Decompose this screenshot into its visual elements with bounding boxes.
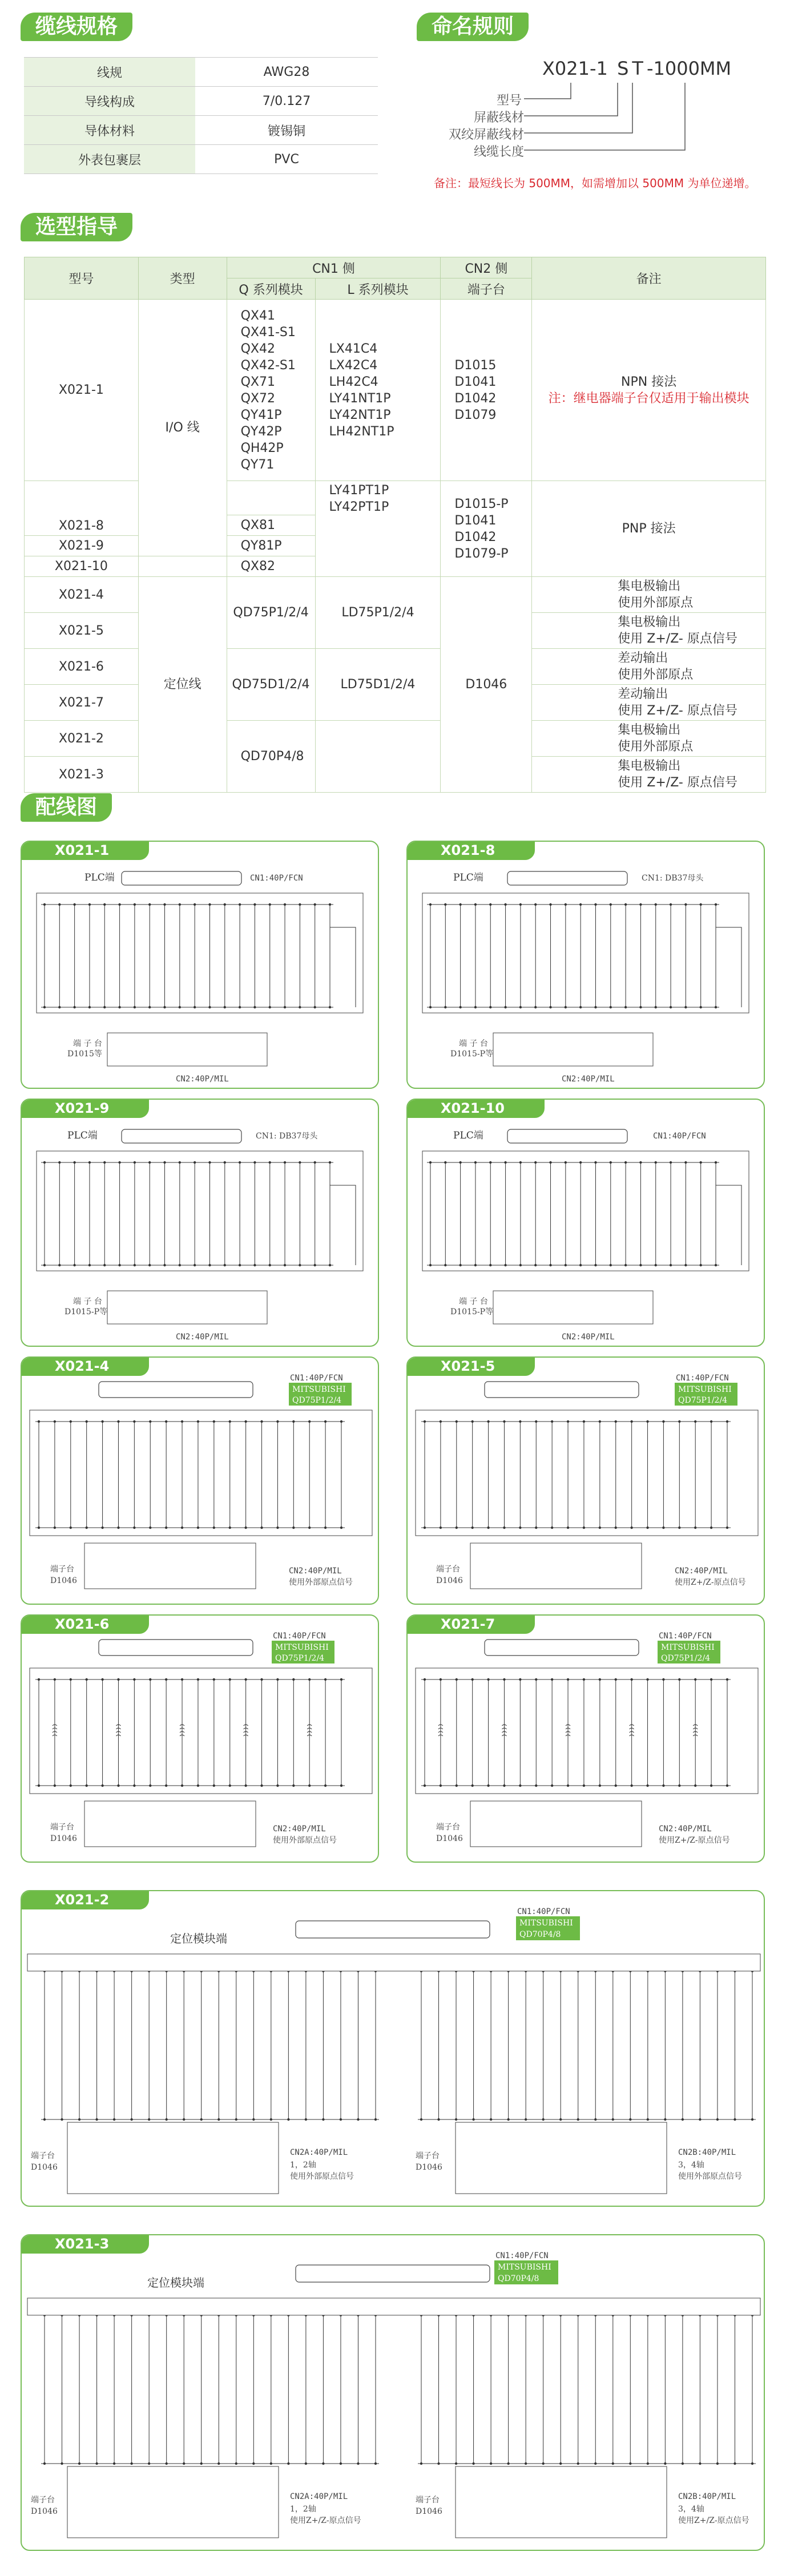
plc-label: PLC端 [67,1130,98,1141]
spec-section-title: 缆线规格 [21,13,132,41]
spec-value: AWG28 [195,58,378,87]
terminal-label: 端 子 台 [73,1039,102,1048]
terminal-label: 端子台 [31,2151,55,2161]
q-series-cell: QY81P [227,536,315,556]
bus-frame [27,1954,760,1971]
naming-label-shield: 屏蔽线材 [474,111,525,125]
model-cell: X021-6 [25,649,139,685]
cn2-label: CN2:40P/MIL [176,1075,229,1084]
panel-title: X021-2 [21,1890,149,1909]
cn1-label: CN1:40P/FCN [517,1907,570,1916]
terminal-label: 端子台 [50,1823,74,1832]
type-cell: I/O 线 [138,300,227,556]
model-cell: X021-8 [25,481,139,536]
module-model: QD70P4/8 [498,2274,539,2283]
terminal-block [493,1033,653,1066]
remark-npn-note: 注：继电器端子台仅适用于输出模块 [548,391,749,406]
cn2b-note: 使用Z+/Z-原点信号 [678,2516,749,2525]
model-cell: X021-4 [25,577,139,613]
module-brand: MITSUBISHI [519,1919,573,1928]
cn1-label: CN1: DB37母头 [642,874,704,883]
common-line [716,1162,741,1265]
model-cell: X021-1 [25,300,139,481]
spec-value: 镀锡铜 [195,116,378,145]
terminal-model: D1015-P等 [65,1307,108,1317]
cn1-label: CN1:40P/FCN [273,1632,326,1641]
panel-title: X021-8 [406,841,535,860]
table-row [24,87,378,116]
remark-npn: NPN 接法 [621,374,677,389]
q-series-cell: QX81 [227,515,315,536]
terminal-model: D1046 [50,1834,77,1843]
module-brand: MITSUBISHI [275,1643,329,1652]
wiring-panel-x021-6 [21,1614,379,1863]
terminal-block [107,1291,267,1324]
cn2-note: 使用Z+/Z-原点信号 [675,1578,746,1587]
remark-cell: 集电极输出 使用外部原点 [532,577,766,613]
l-series-cell: LX41C4 LX42C4 LH42C4 LY41NT1P LY42NT1P LH42NT1P [315,300,441,481]
terminal-label: 端子台 [416,2151,440,2161]
remark-cell: 差动输出 使用 Z+/Z- 原点信号 [532,685,766,721]
wiring-panel-x021-4 [21,1356,379,1605]
common-line [330,905,356,1007]
cn2a-axis: 1，2轴 [290,2161,316,2170]
terminal-model: D1015-P等 [450,1049,494,1059]
col-q-series: Q 系列模块 [227,278,315,300]
connector-shell [507,1129,627,1143]
connector-shell [122,1129,241,1143]
table-row [25,577,766,613]
terminal-model: D1046 [50,1576,77,1585]
common-line [330,1162,356,1265]
model-code-example [542,58,735,79]
panel-title: X021-3 [21,2234,149,2254]
plc-label: PLC端 [84,872,115,883]
model-code-part: -1000MM [646,58,732,79]
model-cell: X021-3 [25,757,139,793]
cn2a-note: 使用外部原点信号 [290,2172,354,2181]
panel-title: X021-7 [406,1614,535,1634]
spec-key: 导线构成 [24,87,195,116]
type-cell [138,556,227,577]
cn2a-label: CN2A:40P/MIL [290,2492,348,2501]
col-type: 类型 [138,257,227,300]
spec-value: 7/0.127 [195,87,378,116]
cn2b-note: 使用外部原点信号 [678,2172,742,2181]
cn1-label: CN1:40P/FCN [653,1132,706,1141]
remark-cell: PNP 接法 [532,481,766,577]
cn1-label: CN1: DB37母头 [256,1132,318,1141]
terminal-model: D1046 [416,2163,442,2172]
model-cell: X021-10 [25,556,139,577]
remark-cell: 集电极输出 使用 Z+/Z- 原点信号 [532,757,766,793]
panel-title: X021-5 [406,1356,535,1376]
wiring-panel-x021-9 [21,1099,379,1347]
cn2-note: 使用Z+/Z-原点信号 [659,1836,730,1845]
cn1-label: CN1:40P/FCN [676,1374,729,1383]
wiring-section-title: 配线图 [21,793,112,822]
terminal-block [470,1543,642,1589]
diagram-frame [416,1668,758,1794]
q-series-cell [227,481,315,515]
table-row [24,58,378,87]
connector-shell [122,871,241,885]
position-module-label: 定位模块端 [170,1932,227,1945]
terminal-block [456,2466,667,2538]
col-l-series: L 系列模块 [315,278,441,300]
terminal-label: 端 子 台 [459,1297,488,1306]
terminal-block [67,2466,279,2538]
table-row [25,481,766,515]
model-code-part: T [632,58,643,79]
cn2-label: CN2:40P/MIL [675,1566,728,1576]
diagram-frame [422,893,749,1013]
model-cell: X021-9 [25,536,139,556]
remark-cell: 集电极输出 使用外部原点 [532,721,766,757]
wiring-diagram [408,842,765,1089]
terminal-block [107,1033,267,1066]
diagram-frame [416,1410,758,1536]
diagram-frame [422,1151,749,1271]
cn1-label: CN1:40P/FCN [659,1632,712,1641]
terminal-block [84,1543,256,1589]
module-brand: MITSUBISHI [498,2263,551,2272]
table-row [25,300,766,481]
wiring-diagram [22,1358,379,1605]
cable-spec-table [24,57,378,174]
remark-cell [532,300,766,481]
cn2-note: 使用外部原点信号 [273,1836,337,1845]
panel-title: X021-10 [406,1099,545,1118]
terminal-label: 端子台 [436,1565,460,1574]
cn2-label: CN2:40P/MIL [289,1566,342,1576]
q-series-cell: QD70P4/8 [227,721,315,793]
col-cn1: CN1 侧 [227,257,441,278]
selection-section-title: 选型指导 [21,213,132,241]
cn1-label: CN1:40P/FCN [495,2251,549,2260]
naming-note: 备注：最短线长为 500MM，如需增加以 500MM 为单位递增。 [434,176,756,190]
module-brand: MITSUBISHI [292,1385,346,1394]
terminal-block [67,2122,279,2194]
model-code-part: S [617,58,629,79]
terminal-block [470,1801,642,1847]
naming-label-length: 线缆长度 [474,145,525,159]
module-brand: MITSUBISHI [661,1643,715,1652]
module-model: QD75P1/2/4 [275,1654,325,1663]
common-line [716,905,741,1007]
wiring-panel-x021-8 [406,841,765,1089]
spec-key: 线规 [24,58,195,87]
module-model: QD75P1/2/4 [678,1396,728,1405]
bus-frame [27,2298,760,2315]
terminal-model: D1046 [31,2163,58,2172]
plc-label: PLC端 [453,1130,483,1141]
connector-shell [485,1640,639,1656]
terminal-block [84,1801,256,1847]
diagram-frame [37,1151,363,1271]
l-series-cell: LD75P1/2/4 [315,577,441,649]
model-cell: X021-7 [25,685,139,721]
naming-label-twisted: 双绞屏蔽线材 [449,128,525,142]
wiring-panel-x021-5 [406,1356,765,1605]
selection-table [24,257,766,793]
spec-key: 导体材料 [24,116,195,145]
module-model: QD75P1/2/4 [292,1396,342,1405]
terminal-label: 端 子 台 [73,1297,102,1306]
cn2b-axis: 3，4轴 [678,2505,704,2514]
terminal-label: 端子台 [436,1823,460,1832]
q-series-cell: QX82 [227,556,315,577]
q-series-cell: QD75D1/2/4 [227,649,315,721]
wiring-panel-x021-7 [406,1614,765,1863]
terminal-model: D1046 [416,2507,442,2516]
type-cell: 定位线 [138,577,227,793]
cn2a-label: CN2A:40P/MIL [290,2148,348,2157]
panel-title: X021-1 [21,841,149,860]
connector-shell [296,1921,490,1938]
cn2a-note: 使用Z+/Z-原点信号 [290,2516,361,2525]
col-cn2: CN2 侧 [441,257,532,278]
model-cell: X021-5 [25,613,139,649]
connector-shell [99,1382,253,1398]
remark-cell: 差动输出 使用外部原点 [532,649,766,685]
terminal-model: D1015-P等 [450,1307,494,1317]
terminal-model: D1046 [31,2507,58,2516]
wiring-diagram [408,1358,765,1605]
panel-title: X021-6 [21,1614,149,1634]
connector-shell [296,2265,490,2282]
l-series-cell [315,721,441,793]
terminal-model: D1046 [436,1576,463,1585]
cn1-label: CN1:40P/FCN [290,1374,343,1383]
terminal-label: 端子台 [31,2496,55,2505]
cn2-note: 使用外部原点信号 [289,1578,353,1587]
cn2-label: CN2:40P/MIL [176,1333,229,1342]
table-row [24,116,378,145]
terminal-cell: D1015-P D1041 D1042 D1079-P [441,481,532,577]
terminal-block [493,1291,653,1324]
panel-title: X021-9 [21,1099,149,1118]
module-model: QD70P4/8 [519,1930,561,1939]
cn2-label: CN2:40P/MIL [659,1824,712,1834]
cn2b-label: CN2B:40P/MIL [678,2492,736,2501]
cn2-label: CN2:40P/MIL [562,1075,615,1084]
l-series-cell: LY41PT1P LY42PT1P [315,481,441,577]
wiring-diagram [408,1616,765,1863]
q-series-cell: QD75P1/2/4 [227,577,315,649]
terminal-block [456,2122,667,2194]
connector-shell [507,871,627,885]
terminal-cell: D1015 D1041 D1042 D1079 [441,300,532,481]
table-row [25,649,766,685]
diagram-frame [37,893,363,1013]
l-series-cell: LD75D1/2/4 [315,649,441,721]
module-model: QD75P1/2/4 [661,1654,711,1663]
terminal-label: 端子台 [50,1565,74,1574]
wiring-diagram [22,842,379,1089]
terminal-label: 端子台 [416,2496,440,2505]
table-row [25,721,766,757]
model-code-part: X021-1 [542,58,608,79]
col-remark: 备注 [532,257,766,300]
remark-cell: 集电极输出 使用 Z+/Z- 原点信号 [532,613,766,649]
position-module-label: 定位模块端 [147,2276,204,2290]
naming-label-model: 型号 [497,94,522,108]
cn2a-axis: 1，2轴 [290,2505,316,2514]
connector-shell [99,1640,253,1656]
terminal-model: D1015等 [67,1049,102,1059]
table-row [24,145,378,174]
wiring-diagram [22,1100,379,1347]
wiring-diagram [408,1100,765,1347]
wiring-panel-x021-3 [21,2234,765,2551]
terminal-cell: D1046 [441,577,532,793]
wiring-panel-x021-10 [406,1099,765,1347]
q-series-cell: QX41 QX41-S1 QX42 QX42-S1 QX71 QX72 QY41P QY42P QH42P QY71 [227,300,315,481]
cn2-label: CN2:40P/MIL [273,1824,326,1834]
terminal-label: 端 子 台 [459,1039,488,1048]
spec-value: PVC [195,145,378,174]
wiring-diagram [22,2235,765,2551]
wiring-diagram [22,1616,379,1863]
cn2b-axis: 3，4轴 [678,2161,704,2170]
plc-label: PLC端 [453,872,483,883]
diagram-frame [30,1410,372,1536]
wiring-panel-x021-2 [21,1890,765,2207]
col-terminal: 端子台 [441,278,532,300]
spec-key: 外表包裹层 [24,145,195,174]
naming-section-title: 命名规则 [417,13,529,41]
wiring-diagram [22,1891,765,2207]
terminal-model: D1046 [436,1834,463,1843]
panel-title: X021-4 [21,1356,149,1376]
cn2-label: CN2:40P/MIL [562,1333,615,1342]
wiring-panel-x021-1 [21,841,379,1089]
col-model: 型号 [25,257,139,300]
module-brand: MITSUBISHI [678,1385,732,1394]
diagram-frame [30,1668,372,1794]
cn1-label: CN1:40P/FCN [250,874,303,883]
connector-shell [485,1382,639,1398]
cn2b-label: CN2B:40P/MIL [678,2148,736,2157]
model-cell: X021-2 [25,721,139,757]
